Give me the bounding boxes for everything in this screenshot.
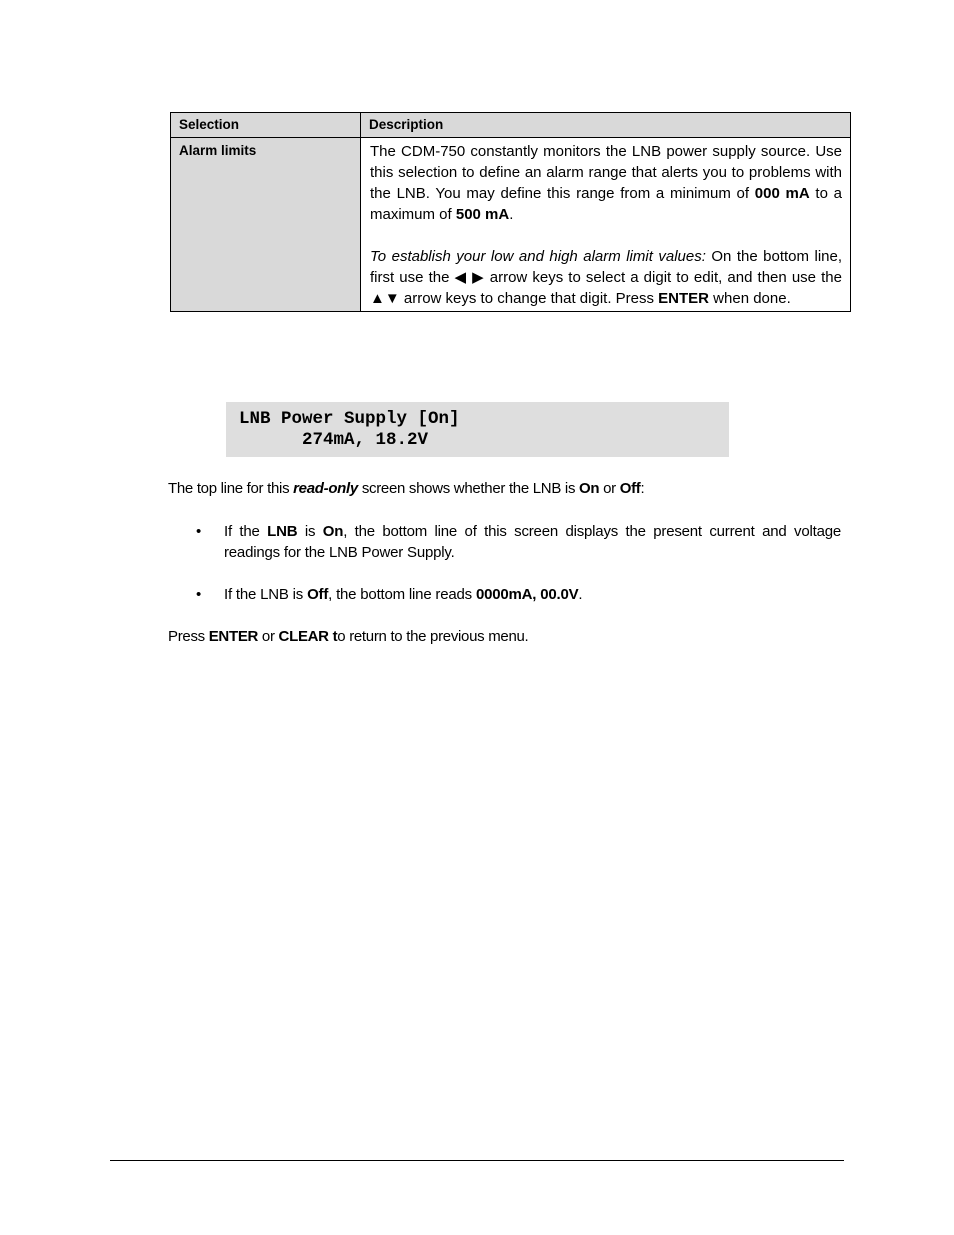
off-label: Off xyxy=(307,586,329,603)
intro-paragraph xyxy=(168,478,644,499)
clear-key-label: CLEAR t xyxy=(278,628,338,645)
enter-key-label: ENTER xyxy=(658,290,710,307)
text-run: o return to the previous menu. xyxy=(337,628,529,645)
selection-cell: Alarm limits xyxy=(171,138,361,312)
text-run: arrow keys to select a digit to edit, and then use the xyxy=(484,269,842,286)
on-label: On xyxy=(579,480,600,497)
table-row xyxy=(171,138,851,312)
text-run: : xyxy=(640,480,645,497)
text-run: . xyxy=(509,206,514,223)
italic-lead: To establish your low and high alarm limit values: xyxy=(370,248,706,265)
list-item xyxy=(196,521,841,563)
left-right-arrow-icon: ◀ ▶ xyxy=(454,269,485,286)
table-header-row xyxy=(171,113,851,138)
text-run: If the xyxy=(224,523,268,540)
bullet-icon: • xyxy=(196,523,202,540)
text-run: , the bottom line reads xyxy=(328,586,476,603)
column-header-selection: Selection xyxy=(171,113,361,138)
text-run: to a maximum of xyxy=(370,185,842,223)
text-run: The CDM-750 constantly monitors the LNB power supply source. Use this selection to define an alarm range that alerts you to problems with the LNB. You may define this range from a minimum of xyxy=(370,143,842,202)
text-run: On the bottom line, first use the xyxy=(370,248,842,286)
text-run: , the bottom line of this screen displays the present current and voltage readings for the LNB Power Supply. xyxy=(224,523,842,561)
lcd-line-1: LNB Power Supply [On] xyxy=(239,409,460,429)
read-only-emphasis: read-only xyxy=(293,480,358,497)
min-value: 000 mA xyxy=(754,185,810,202)
description-paragraph-1 xyxy=(370,141,842,225)
selection-table xyxy=(170,112,851,312)
description-cell xyxy=(361,138,851,312)
closing-paragraph xyxy=(168,626,528,647)
off-reading: 0000mA, 00.0V xyxy=(475,586,579,603)
column-header-description: Description xyxy=(361,113,851,138)
text-run: when done. xyxy=(709,290,791,307)
max-value: 500 mA xyxy=(455,206,510,223)
text-run: is xyxy=(297,523,323,540)
text-run: The top line for this xyxy=(168,480,294,497)
list-item xyxy=(196,584,841,605)
off-label: Off xyxy=(619,480,641,497)
text-run: or xyxy=(599,480,620,497)
text-run: . xyxy=(578,586,583,603)
footer-divider xyxy=(110,1160,844,1161)
text-run: arrow keys to change that digit. Press xyxy=(399,290,659,307)
up-down-arrow-icon: ▲▼ xyxy=(370,290,400,307)
list-item-text xyxy=(224,584,841,605)
text-run: Press xyxy=(168,628,209,645)
text-run: or xyxy=(258,628,279,645)
lnb-label: LNB xyxy=(267,523,298,540)
list-item-text xyxy=(224,521,841,563)
text-run: screen shows whether the LNB is xyxy=(357,480,580,497)
lcd-line-2: 274mA, 18.2V xyxy=(239,430,429,450)
enter-key-label: ENTER xyxy=(208,628,259,645)
description-paragraph-2 xyxy=(370,246,842,309)
bullet-icon: • xyxy=(196,586,202,603)
on-label: On xyxy=(322,523,344,540)
lcd-display xyxy=(226,402,729,457)
text-run: If the LNB is xyxy=(224,586,308,603)
